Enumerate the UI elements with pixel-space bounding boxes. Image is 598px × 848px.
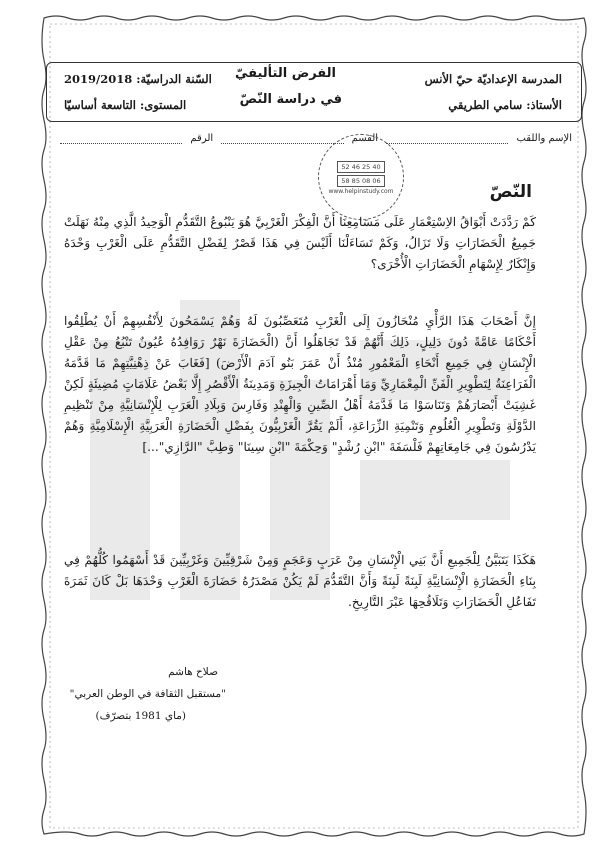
class-label: القسم [351,132,379,144]
grade-level: المستوى: التاسعة أساسيّا [64,98,187,112]
name-label: الإسم واللقب [516,132,572,144]
number-label: الرقم [190,132,214,144]
source-book: "مستقبل الثقافة في الوطن العربي" [69,688,226,700]
number-field[interactable] [60,133,182,144]
stamp-site: www.helpinstudy.com [328,187,394,195]
paragraph-1: كَمْ رَدَّدَتْ أَبْوَاقُ الاِسْتِعْمَارِ عَلَى مَسَامِعِنَا أَنَّ الْفِكْرَ الْغَرْبِيَّ هُوَ يَنْبُوعُ التَّقَدُّمِ الْوَحِيدُ الَّذِي مِنْهُ نَهَلَتْ جَمِيعُ الْحَضَارَاتِ وَلَا تَزَالُ، وَكَمْ تَسَاءَلْنَا أَلَيْسَ فِي هَذَا قَصْرٌ لِفَضْلِ التَّقَدُّمِ عَلَى الْغَرْبِ وَحْدَهُ وَإِنْكَارٌ لِإِسْهَامِ الْحَضَارَاتِ الْأُخْرَى؟ [64,215,536,271]
website-stamp [318,134,404,220]
school-year: السّنة الدراسيّة: 2019/2018 [64,72,212,86]
author-name: صلاح هاشم [168,666,218,678]
exam-title: الفرض التأليفيّ [234,66,336,81]
exam-subtitle: في دراسة النّصّ [239,92,342,107]
class-field[interactable] [221,133,343,144]
section-title: النّصّ [489,182,532,202]
school-name: المدرسة الإعداديّة حيّ الأنس [424,72,562,86]
paragraph-3: هَكَذَا يَتَبَيَّنُ لِلْجَمِيعِ أَنَّ بَنِي الْإِنْسَانِ مِنْ عَرَبٍ وَعَجَمٍ وَمِنْ شَرْقِيِّينَ وَغَرْبِيِّينَ قَدْ أَسْهَمُوا كُلُّهُمْ فِي بِنَاءِ الْحَضَارَةِ الْإِنْسَانِيَّةِ لَبِنَةً لَبِنَةً وَأَنَّ التَّقَدُّمَ لَمْ يَكُنْ مَصْدَرُهُ حَضَارَةَ الْغَرْبِ وَحْدَهَا بَلْ كَانَ ثَمَرَةَ تَفَاعُلِ الْحَضَارَاتِ وَتَلَاقُحِهَا عَبْرَ التَّارِيخِ. [64,553,536,609]
stamp-phone-1: 52 46 25 40 [337,161,384,173]
paragraph-2: إِنَّ أَصْحَابَ هَذَا الرَّأْيِ مُنْحَازُونَ إِلَى الْغَرْبِ مُتَعَصِّبُونَ لَهُ وَهُمْ يَسْمَحُونَ لِأَنْفُسِهِمْ أَنْ يُطْلِقُوا أَحْكَامًا عَامَّةً دُونَ دَلِيلٍ، ذَلِكَ أَنَّهُمْ قَدْ تَجَاهَلُوا أَنَّ (الْحَضَارَةَ نَهْرٌ رَوَافِدُهُ عُيُونٌ تَنْبُعُ مِنْ عَقْلِ الْإِنْسَانِ فِي جَمِيعِ أَنْحَاءِ الْمَعْمُورِ مُنْذُ أَنْ عَمَرَ بَنُو آدَمَ الْأَرْضَ) [فَغَابَ عَنْ ذِهْنِيَّتِهِمْ مَا قَدَّمَهُ الْفَرَاعِنَةُ لِتَطْوِيرِ الْفَنِّ الْمِعْمَارِيِّ وَمَا أَهْرَامَاتُ الْجِيزَةِ وَمَدِينَةُ الْأَقْصُرِ إِلَّا بَعْضُ عَلَامَاتٍ مُضِيئَةٍ لَكِنْ غَشِيَتْ أَبْصَارَهُمْ وَتَنَاسَوْا مَا قَدَّمَهُ أَهْلُ الصِّينِ وَالْهِنْدِ وَفَارِسَ وَبِلَادِ الْعَرَبِ لِلْإِنْسَانِيَّةِ مِنْ تَنْظِيمِ الدَّوْلَةِ وَتَطْوِيرِ الْعُلُومِ وَتَنْمِيَةِ الزِّرَاعَةِ، أَلَمْ يَقُرَّ الْغَرْبِيُّونَ بِفَضْلِ الْحَضَارَةِ الْعَرَبِيَّةِ الْإِسْلَامِيَّةِ وَهُمْ يَدْرُسُونَ فِي جَامِعَاتِهِمْ فَلْسَفَةَ "ابْنِ رُشْدٍ" وَحِكْمَةَ "ابْنِ سِينَا" وَطِبَّ "الرَّازِي"...] [64,314,536,454]
source-date: (ماي 1981 بتصرّف) [95,710,186,722]
teacher-name: الأستاذ: سامي الطريقي [448,98,562,112]
name-field[interactable] [386,133,508,144]
student-info-row [60,128,572,148]
stamp-phone-2: 58 85 08 06 [337,175,384,187]
